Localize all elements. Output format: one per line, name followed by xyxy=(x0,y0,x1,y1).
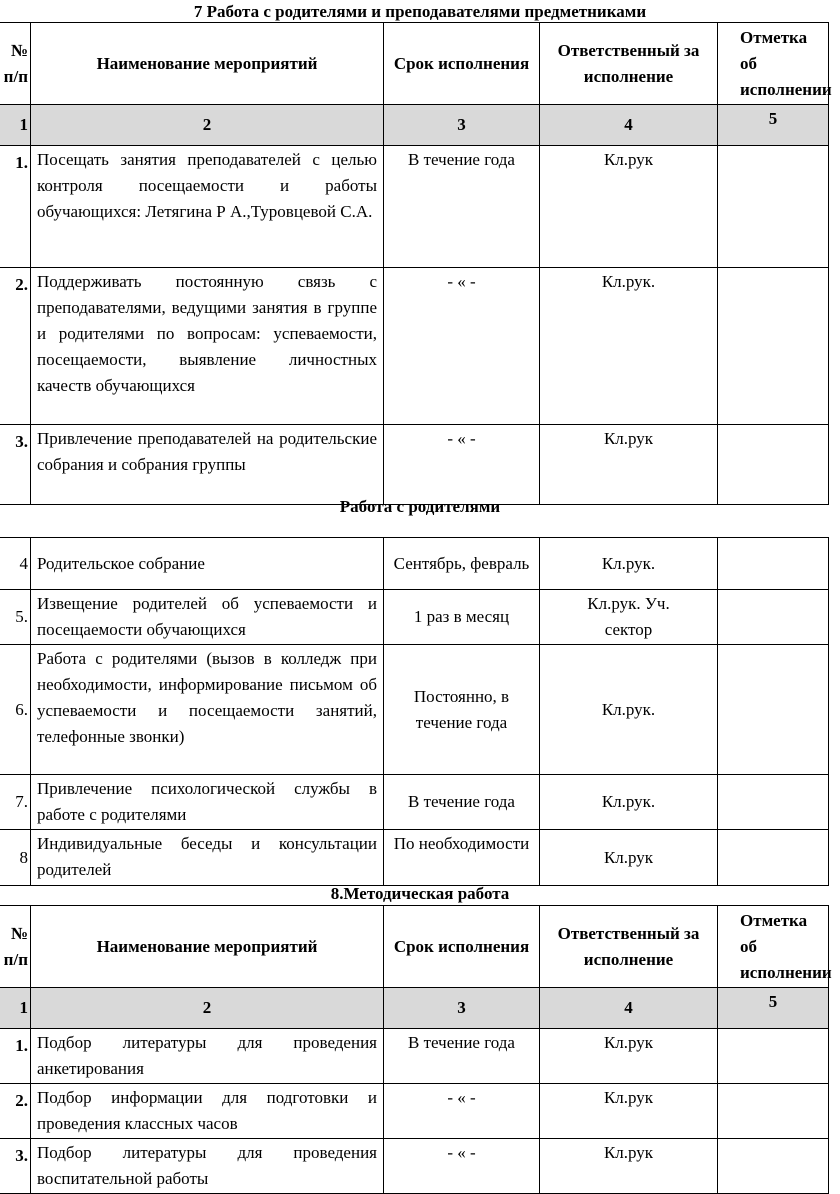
row-responsible: Кл.рук. xyxy=(540,645,718,775)
index-row xyxy=(0,105,829,146)
table-row xyxy=(0,538,829,590)
index-cell: 4 xyxy=(540,988,718,1029)
index-cell: 5 xyxy=(718,988,829,1029)
row-responsible: Кл.рук xyxy=(540,1029,718,1084)
row-term: В течение года xyxy=(384,775,540,830)
table-row xyxy=(0,268,829,425)
row-responsible: Кл.рук xyxy=(540,1084,718,1139)
index-row xyxy=(0,988,829,1029)
row-note xyxy=(718,1139,829,1194)
index-cell: 4 xyxy=(540,105,718,146)
table-row xyxy=(0,1084,829,1139)
row-name: Поддерживать постоянную связь с преподавателями, ведущими занятия в группе и родителями по вопросам: успеваемости, посещаемости, выявление личностных качеств обучающихся xyxy=(31,268,384,425)
row-note xyxy=(718,1029,829,1084)
section-7-table xyxy=(0,22,832,505)
row-name: Извещение родителей об успеваемости и посещаемости обучающихся xyxy=(31,590,384,645)
index-cell: 5 xyxy=(718,105,829,146)
section-8-title: 8.Методическая работа xyxy=(330,884,510,903)
row-name: Родительское собрание xyxy=(31,538,384,590)
row-num: 5. xyxy=(0,590,31,645)
header-note: Отметка об исполнении xyxy=(718,906,829,988)
row-term: В течение года xyxy=(384,1029,540,1084)
table-row xyxy=(0,775,829,830)
row-num: 1. xyxy=(0,146,31,268)
row-name: Подбор информации для подготовки и проведения классных часов xyxy=(31,1084,384,1139)
index-cell: 1 xyxy=(0,105,31,146)
row-term: - « - xyxy=(384,1084,540,1139)
index-cell: 2 xyxy=(31,988,384,1029)
row-note xyxy=(718,146,829,268)
row-name: Подбор литературы для проведения анкетирования xyxy=(31,1029,384,1084)
row-num: 7. xyxy=(0,775,31,830)
row-responsible: Кл.рук xyxy=(540,146,718,268)
row-term: - « - xyxy=(384,1139,540,1194)
parents-work-table xyxy=(0,537,829,886)
parents-work-subtitle: Работа с родителями xyxy=(339,497,501,516)
row-name: Индивидуальные беседы и консультации родителей xyxy=(31,830,384,886)
row-responsible: Кл.рук. xyxy=(540,538,718,590)
index-cell: 3 xyxy=(384,988,540,1029)
header-num: № п/п xyxy=(0,23,31,105)
row-name: Работа с родителями (вызов в колледж при необходимости, информирование письмом об успеваемости и посещаемости занятий, телефонные звонки) xyxy=(31,645,384,775)
row-term: Постоянно, в течение года xyxy=(384,645,540,775)
row-name: Привлечение психологической службы в работе с родителями xyxy=(31,775,384,830)
header-responsible: Ответственный за исполнение xyxy=(540,23,718,105)
row-note xyxy=(718,645,829,775)
table-row xyxy=(0,590,829,645)
row-num: 1. xyxy=(0,1029,31,1084)
row-num: 8 xyxy=(0,830,31,886)
header-name: Наименование мероприятий xyxy=(31,906,384,988)
table-row xyxy=(0,645,829,775)
header-note: Отметка об исполнении xyxy=(718,23,829,105)
row-responsible: Кл.рук. xyxy=(540,268,718,425)
row-term: Сентябрь, февраль xyxy=(384,538,540,590)
header-term: Срок исполнения xyxy=(384,906,540,988)
row-note xyxy=(718,590,829,645)
table-row xyxy=(0,1139,829,1194)
row-note xyxy=(718,775,829,830)
row-note xyxy=(718,830,829,886)
row-name: Подбор литературы для проведения воспитательной работы xyxy=(31,1139,384,1194)
table-row xyxy=(0,425,829,505)
row-term: По необходимости xyxy=(384,830,540,886)
index-cell: 2 xyxy=(31,105,384,146)
row-note xyxy=(718,425,829,505)
row-responsible: Кл.рук xyxy=(540,830,718,886)
index-cell: 3 xyxy=(384,105,540,146)
row-name: Посещать занятия преподавателей с целью контроля посещаемости и работы обучающихся: Летягина Р А.,Туровцевой С.А. xyxy=(31,146,384,268)
row-name: Привлечение преподавателей на родительские собрания и собрания группы xyxy=(31,425,384,505)
row-note xyxy=(718,268,829,425)
header-responsible: Ответственный за исполнение xyxy=(540,906,718,988)
table-row xyxy=(0,1029,829,1084)
row-num: 3. xyxy=(0,1139,31,1194)
row-responsible: Кл.рук xyxy=(540,425,718,505)
row-responsible: Кл.рук xyxy=(540,1139,718,1194)
section-7-title: 7 Работа с родителями и преподавателями предметниками xyxy=(193,2,647,21)
header-row xyxy=(0,906,829,988)
row-note xyxy=(718,1084,829,1139)
row-responsible: Кл.рук. Уч. сектор xyxy=(540,590,718,645)
header-term: Срок исполнения xyxy=(384,23,540,105)
header-name: Наименование мероприятий xyxy=(31,23,384,105)
row-num: 2. xyxy=(0,1084,31,1139)
row-note xyxy=(718,538,829,590)
row-num: 2. xyxy=(0,268,31,425)
row-term: В течение года xyxy=(384,146,540,268)
row-term: - « - xyxy=(384,268,540,425)
row-num: 4 xyxy=(0,538,31,590)
row-term: - « - xyxy=(384,425,540,505)
header-row xyxy=(0,23,829,105)
table-row xyxy=(0,146,829,268)
row-term: 1 раз в месяц xyxy=(384,590,540,645)
header-num: № п/п xyxy=(0,906,31,988)
section-8-table xyxy=(0,905,832,1194)
row-num: 3. xyxy=(0,425,31,505)
row-num: 6. xyxy=(0,645,31,775)
index-cell: 1 xyxy=(0,988,31,1029)
table-row xyxy=(0,830,829,886)
row-responsible: Кл.рук. xyxy=(540,775,718,830)
